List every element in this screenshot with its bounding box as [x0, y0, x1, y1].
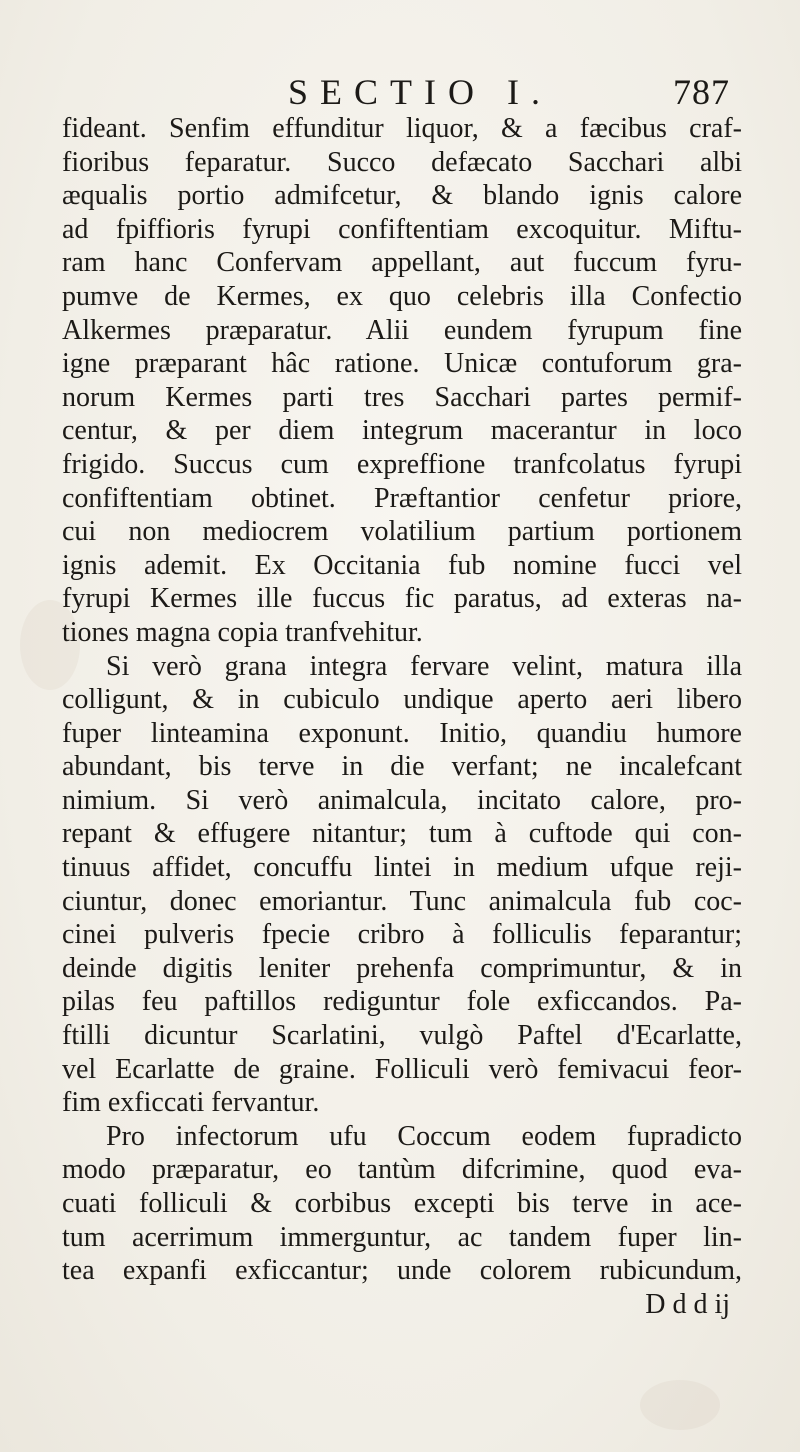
text-line: fioribus feparatur. Succo defæcato Sacchari albi: [62, 146, 742, 178]
body-text: [62, 112, 742, 1321]
text-line: tinuus affidet, concuffu lintei in medium ufque reji-: [62, 852, 742, 884]
text-line: confiftentiam obtinet. Præftantior cenfetur priore,: [62, 482, 742, 514]
text-line: frigido. Succus cum expreffione tranfcolatus fyrupi: [62, 448, 742, 480]
text-line: ignis ademit. Ex Occitania fub nomine fucci vel: [62, 549, 742, 581]
text-line: modo præparatur, eo tantùm difcrimine, quod eva-: [62, 1154, 742, 1186]
text-line: tum acerrimum immerguntur, ac tandem fuper lin-: [62, 1221, 742, 1253]
catchword: D d d ij: [645, 1288, 730, 1320]
paragraph-start: Pro infectorum ufu Coccum eodem fupradicto: [106, 1120, 742, 1152]
text-line: ftilli dicuntur Scarlatini, vulgò Paftel d'Ecarlatte,: [62, 1020, 742, 1052]
text-line: Alkermes præparatur. Alii eundem fyrupum fine: [62, 314, 742, 346]
text-line: nimium. Si verò animalcula, incitato calore, pro-: [62, 784, 742, 816]
page-number: 787: [673, 72, 730, 112]
text-line: centur, & per diem integrum macerantur in loco: [62, 415, 742, 447]
text-line: abundant, bis terve in die verfant; ne incalefcant: [62, 751, 742, 783]
text-line: pilas feu paftillos rediguntur fole exficcandos. Pa-: [62, 986, 742, 1018]
text-line: ad fpiffioris fyrupi confiftentiam excoquitur. Miftu-: [62, 213, 742, 245]
running-head: SECTIO I.: [288, 72, 552, 112]
text-line: pumve de Kermes, ex quo celebris illa Confectio: [62, 280, 742, 312]
text-line: colligunt, & in cubiculo undique aperto aeri libero: [62, 684, 742, 716]
text-line: ciuntur, donec emoriantur. Tunc animalcula fub coc-: [62, 885, 742, 917]
text-line: igne præparant hâc ratione. Unicæ contuforum gra-: [62, 348, 742, 380]
text-line: tiones magna copia tranfvehitur.: [62, 616, 423, 648]
text-line: norum Kermes parti tres Sacchari partes permif-: [62, 381, 742, 413]
text-line: cui non mediocrem volatilium partium portionem: [62, 516, 742, 548]
text-line: deinde digitis leniter prehenfa comprimuntur, & in: [62, 952, 742, 984]
page-header: [260, 70, 730, 114]
paper-stain: [640, 1380, 720, 1430]
text-line: æqualis portio admifcetur, & blando ignis calore: [62, 180, 742, 212]
text-line: ram hanc Confervam appellant, aut fuccum fyru-: [62, 247, 742, 279]
text-line: fuper linteamina exponunt. Initio, quandiu humore: [62, 717, 742, 749]
text-line: fyrupi Kermes ille fuccus fic paratus, ad exteras na-: [62, 583, 742, 615]
text-line: vel Ecarlatte de graine. Folliculi verò femivacui feor-: [62, 1053, 742, 1085]
text-line: tea expanfi exficcantur; unde colorem rubicundum,: [62, 1255, 742, 1287]
text-line: repant & effugere nitantur; tum à cuftode qui con-: [62, 818, 742, 850]
text-line: fideant. Senfim effunditur liquor, & a fæcibus craf-: [62, 113, 742, 144]
text-line: fim exficcati fervantur.: [62, 1087, 320, 1119]
text-line: cuati folliculi & corbibus excepti bis terve in ace-: [62, 1188, 742, 1219]
text-line: cinei pulveris fpecie cribro à folliculis feparantur;: [62, 919, 742, 951]
paragraph-start: Si verò grana integra fervare velint, matura illa: [106, 650, 742, 682]
